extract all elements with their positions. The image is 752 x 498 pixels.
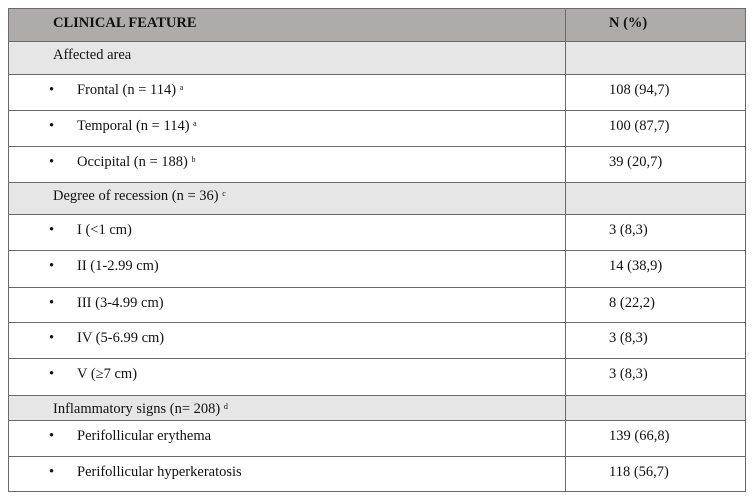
feature-label: Occipital (n = 188): [77, 154, 188, 170]
bullet-icon: •: [49, 366, 55, 382]
value-cell: 39 (20,7): [566, 147, 746, 183]
table-row: [9, 323, 746, 359]
feature-label: III (3-4.99 cm): [77, 295, 164, 311]
section-value: [566, 42, 746, 75]
value-cell: 108 (94,7): [566, 75, 746, 111]
header-clinical-feature: CLINICAL FEATURE: [9, 9, 566, 42]
bullet-icon: •: [49, 295, 55, 311]
bullet-icon: •: [49, 222, 55, 238]
value-cell: 100 (87,7): [566, 111, 746, 147]
table-row: [9, 457, 746, 492]
footnote-marker: a: [179, 83, 184, 92]
feature-cell: [9, 323, 566, 359]
feature-cell: [9, 251, 566, 288]
value-cell: 3 (8,3): [566, 359, 746, 396]
footnote-marker: b: [191, 155, 196, 164]
table-row: [9, 75, 746, 111]
feature-label: IV (5-6.99 cm): [77, 330, 165, 346]
section-label: [9, 396, 566, 421]
section-label-text: Degree of recession (n = 36): [53, 188, 219, 204]
feature-cell: [9, 457, 566, 492]
section-label-text: Inflammatory signs (n= 208): [53, 401, 221, 417]
value-cell: 8 (22,2): [566, 288, 746, 323]
feature-cell: [9, 215, 566, 251]
feature-label: I (<1 cm): [77, 222, 132, 238]
value-cell: 3 (8,3): [566, 215, 746, 251]
feature-label: II (1-2.99 cm): [77, 258, 159, 274]
value-cell: 3 (8,3): [566, 323, 746, 359]
section-label: [9, 42, 566, 75]
feature-label: V (≥7 cm): [77, 366, 138, 382]
feature-cell: [9, 75, 566, 111]
footnote-marker: c: [222, 189, 226, 198]
section-label-text: Affected area: [53, 47, 132, 63]
section-row: [9, 396, 746, 421]
section-value: [566, 396, 746, 421]
table-row: [9, 147, 746, 183]
table-row: [9, 421, 746, 457]
footnote-marker: a: [193, 119, 197, 128]
feature-cell: [9, 288, 566, 323]
bullet-icon: •: [49, 464, 55, 480]
value-cell: 118 (56,7): [566, 457, 746, 492]
bullet-icon: •: [49, 118, 55, 134]
section-row: [9, 42, 746, 75]
table-row: [9, 288, 746, 323]
header-n-percent: N (%): [566, 9, 746, 42]
feature-label: Perifollicular hyperkeratosis: [77, 464, 242, 480]
value-cell: 14 (38,9): [566, 251, 746, 288]
section-value: [566, 183, 746, 215]
bullet-icon: •: [49, 154, 55, 170]
table-row: [9, 215, 746, 251]
feature-label: Frontal (n = 114): [77, 82, 177, 98]
bullet-icon: •: [49, 428, 55, 444]
feature-cell: [9, 421, 566, 457]
bullet-icon: •: [49, 330, 55, 346]
table-row: [9, 251, 746, 288]
bullet-icon: •: [49, 82, 55, 98]
clinical-features-table: [8, 8, 746, 492]
section-row: [9, 183, 746, 215]
table-row: [9, 111, 746, 147]
table-row: [9, 359, 746, 396]
feature-label: Temporal (n = 114): [77, 118, 190, 134]
footnote-marker: d: [223, 402, 228, 411]
feature-cell: [9, 147, 566, 183]
bullet-icon: •: [49, 258, 55, 274]
section-label: [9, 183, 566, 215]
feature-cell: [9, 111, 566, 147]
feature-cell: [9, 359, 566, 396]
table-header-row: [9, 9, 746, 42]
value-cell: 139 (66,8): [566, 421, 746, 457]
feature-label: Perifollicular erythema: [77, 428, 212, 444]
